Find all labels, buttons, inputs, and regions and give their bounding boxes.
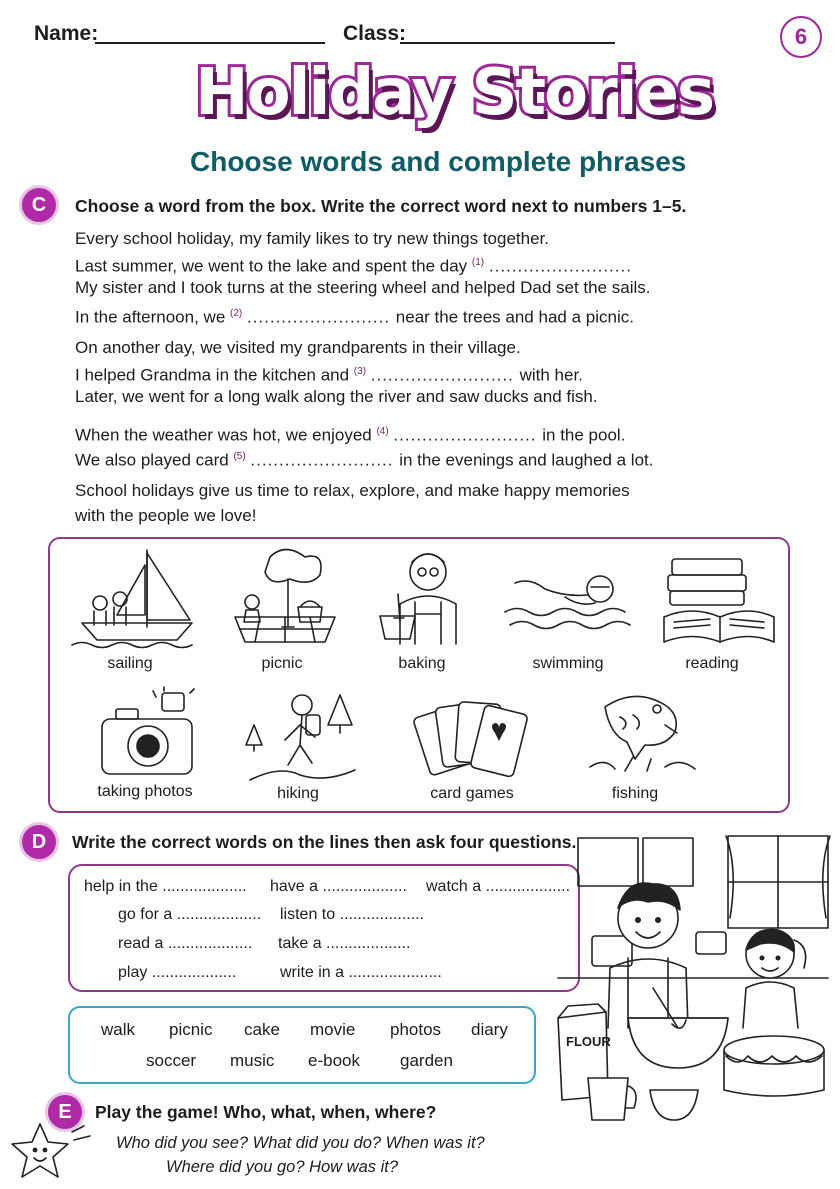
picnic-icon xyxy=(230,547,340,647)
word-movie: movie xyxy=(310,1020,356,1039)
phrase-write-in-a[interactable]: write in a ..................... xyxy=(280,964,442,981)
sailboat-icon xyxy=(72,545,202,650)
questions-line-2: Where did you go? How was it? xyxy=(166,1158,399,1176)
blank-2[interactable]: ......................... xyxy=(246,307,396,327)
name-field[interactable] xyxy=(95,42,325,44)
grandma-baking-icon xyxy=(370,544,480,654)
picture-label-reading: reading xyxy=(685,655,739,672)
word-diary: diary xyxy=(471,1020,508,1039)
story-line-11: with the people we love! xyxy=(75,506,257,525)
page-title: Holiday Stories xyxy=(195,56,714,130)
section-d-badge: D xyxy=(22,825,56,859)
word-picnic: picnic xyxy=(169,1020,213,1039)
phrases-box xyxy=(68,864,580,992)
phrase-help-in-the[interactable]: help in the ................... xyxy=(84,878,247,895)
section-c-instruction: Choose a word from the box. Write the correct word next to numbers 1–5. xyxy=(75,196,687,216)
camera-icon xyxy=(98,689,198,779)
picture-label-card-games: card games xyxy=(430,785,514,802)
phrase-watch-a[interactable]: watch a ................... xyxy=(426,878,571,895)
word-walk: walk xyxy=(101,1020,136,1039)
story-line-9: We also played card $^{(5)}$ ......................... in the evenings and laughed a lot. xyxy=(75,450,654,470)
picture-label-sailing: sailing xyxy=(107,655,153,672)
phrase-go-for-a[interactable]: go for a ................... xyxy=(118,906,262,923)
flour-bag-label: FLOUR xyxy=(566,1034,611,1049)
picture-label-baking: baking xyxy=(398,655,446,672)
word-photos: photos xyxy=(390,1020,442,1039)
word-garden: garden xyxy=(400,1051,453,1070)
blank-1[interactable]: ......................... xyxy=(488,256,632,276)
blank-5[interactable]: ......................... xyxy=(250,450,400,470)
story-line-4: In the afternoon, we $^{(2)}$ ......................... near the trees and had a picnic. xyxy=(75,307,634,327)
fish-icon xyxy=(585,687,705,782)
phrase-listen-to[interactable]: listen to ................... xyxy=(280,906,425,923)
picture-label-swimming: swimming xyxy=(532,655,604,672)
picture-label-taking-photos: taking photos xyxy=(97,783,193,800)
blank-3[interactable]: ......................... xyxy=(370,365,520,385)
story-line-8: When the weather was hot, we enjoyed $^{(4)}$ ......................... in the pool. xyxy=(75,425,626,445)
class-label: Class: xyxy=(343,22,407,45)
blank-4[interactable]: ......................... xyxy=(393,425,543,445)
phrase-play[interactable]: play ................... xyxy=(118,964,237,981)
playing-cards-icon xyxy=(415,699,530,784)
swimmer-icon xyxy=(505,567,635,637)
picture-label-fishing: fishing xyxy=(611,785,659,802)
story-line-7: Later, we went for a long walk along the river and saw ducks and fish. xyxy=(75,387,598,406)
word-music: music xyxy=(230,1051,275,1070)
story-line-5: On another day, we visited my grandparents in their village. xyxy=(75,338,521,357)
picture-label-hiking: hiking xyxy=(277,785,319,802)
word-picture-box xyxy=(48,537,790,813)
section-e-badge: E xyxy=(48,1095,82,1129)
phrase-take-a[interactable]: take a ................... xyxy=(278,935,411,952)
phrase-read-a[interactable]: read a ................... xyxy=(118,935,253,952)
name-label: Name: xyxy=(34,22,99,45)
books-icon xyxy=(662,557,777,647)
word-e-book: e-book xyxy=(308,1051,360,1070)
story-line-3: My sister and I took turns at the steering wheel and helped Dad set the sails. xyxy=(75,278,651,297)
word-soccer: soccer xyxy=(146,1051,197,1070)
story-line-10: School holidays give us time to relax, explore, and make happy memories xyxy=(75,481,630,500)
section-d-instruction: Write the correct words on the lines then ask four questions. xyxy=(72,832,577,852)
word-bank-box xyxy=(68,1006,536,1084)
story-line-6: I helped Grandma in the kitchen and $^{(3)}$ ......................... with her. xyxy=(75,365,583,385)
word-cake: cake xyxy=(244,1020,280,1039)
story-line-2: Last summer, we went to the lake and spent the day $^{(1)}$ ......................... xyxy=(75,256,632,276)
questions-line-1: Who did you see? What did you do? When was it? xyxy=(116,1134,485,1152)
page-subtitle: Choose words and complete phrases xyxy=(190,146,687,177)
kids-baking-illustration xyxy=(548,828,836,1128)
picture-label-picnic: picnic xyxy=(261,655,303,672)
story-line-1: Every school holiday, my family likes to try new things together. xyxy=(75,229,549,248)
class-field[interactable] xyxy=(400,42,615,44)
hiker-icon xyxy=(240,685,360,785)
page-number: 6 xyxy=(780,16,822,58)
phrase-have-a[interactable]: have a ................... xyxy=(270,878,407,895)
star-mascot-icon xyxy=(10,1120,100,1184)
section-c-badge: C xyxy=(22,188,56,222)
section-e-instruction: Play the game! Who, what, when, where? xyxy=(95,1102,437,1122)
